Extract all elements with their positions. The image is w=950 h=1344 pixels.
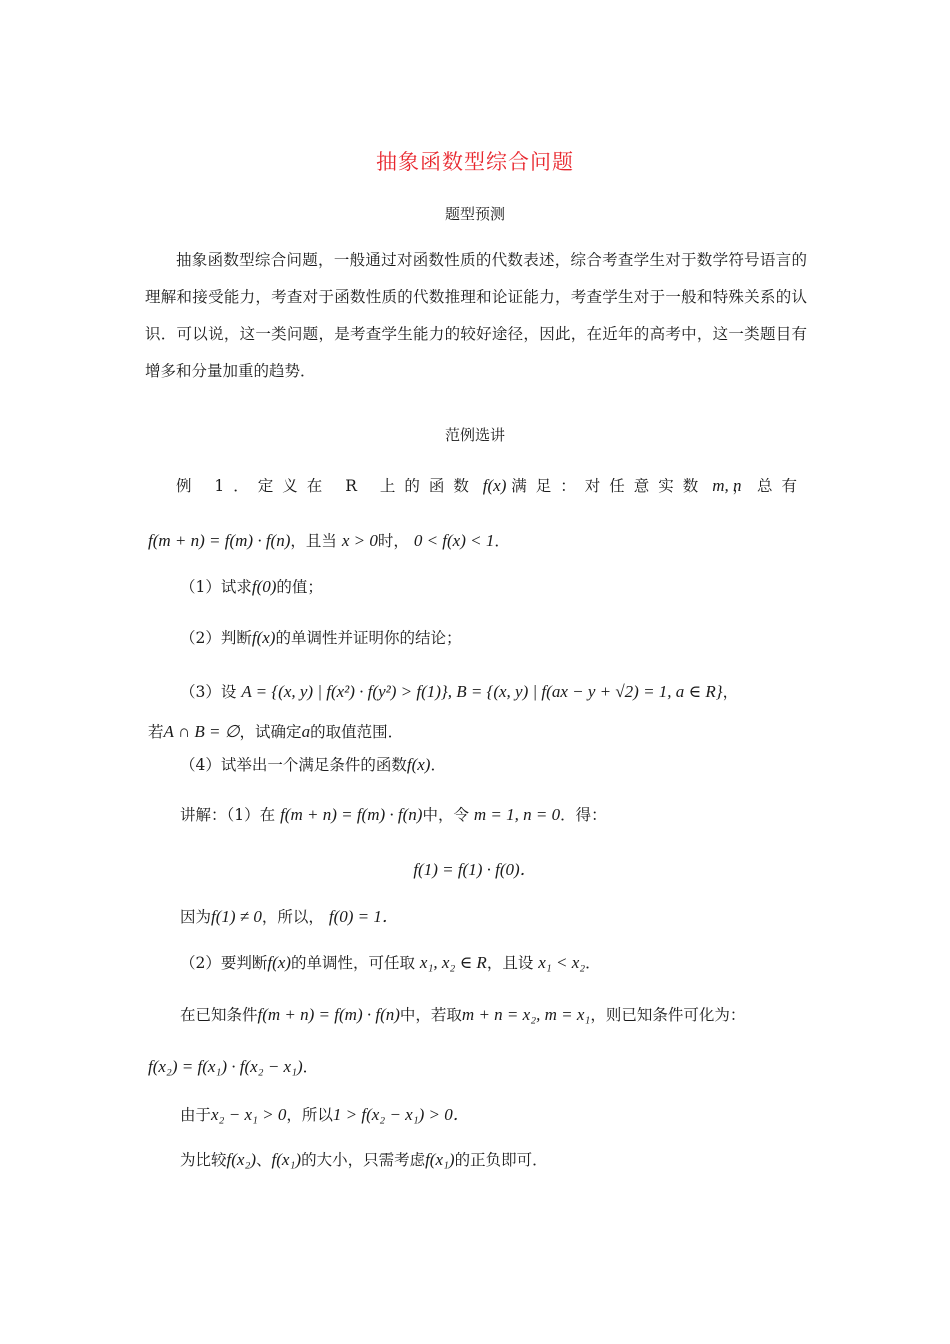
intro-paragraph: 抽象函数型综合问题，一般通过对函数性质的代数表述，综合考查学生对于数学符号语言的理解和接受能力，考查对于函数性质的代数推理和论证能力，考查学生对于一般和特殊关系的认识．可以说，这一类问题，是考查学生能力的较好途径，因此，在近年的高考中，这一类题目有增多和分量加重的趋势． xyxy=(145,251,807,380)
text: 讲解：（1）在 xyxy=(180,806,276,824)
solution-2-line3 xyxy=(180,1100,470,1125)
math: x₁, x₂ ∈ R xyxy=(419,953,487,972)
text: 满足：对任意实数 xyxy=(511,477,708,495)
text: （2）要判断 xyxy=(180,954,268,972)
text: 时， xyxy=(377,532,409,550)
math: m = 1, n = 0 xyxy=(473,805,561,824)
text: 中，令 xyxy=(422,806,469,824)
math: f(1) = f(1) · f(0)． xyxy=(413,860,537,879)
solution-1-line2 xyxy=(180,902,399,927)
text: （4）试举出一个满足条件的函数 xyxy=(180,756,407,774)
text: 例 1．定义在 R 上的函数 xyxy=(176,477,478,495)
math: f(x₂) = f(x₁) · f(x₂ − x₁) xyxy=(148,1057,303,1076)
text: 、 xyxy=(256,1151,272,1169)
section-heading-preview: 题型预测 xyxy=(444,205,505,223)
math: f(x) xyxy=(251,628,276,647)
text: ．得： xyxy=(560,806,607,824)
text: 的单调性，可任取 xyxy=(290,954,415,972)
math: f(x) xyxy=(482,476,507,495)
math: f(x₁) xyxy=(425,1150,455,1169)
math: f(m + n) = f(m) · f(n) xyxy=(280,805,423,824)
example-1-line1 xyxy=(176,474,806,496)
math: x₁ < x₂ xyxy=(538,953,586,972)
solution-1-line1 xyxy=(180,803,607,825)
text: 若 xyxy=(148,723,164,741)
math: , B = {(x, y) | f(ax − y + √2) = 1, a ∈ R} xyxy=(447,682,723,701)
math: f(x₁) xyxy=(271,1150,302,1169)
math: f(x) xyxy=(267,953,291,972)
text: ，且设 xyxy=(486,954,534,972)
solution-2-line2 xyxy=(180,1003,745,1025)
math: f(0) = 1． xyxy=(328,907,399,926)
math: f(1) ≠ 0 xyxy=(211,907,262,926)
text: 的值； xyxy=(276,578,323,596)
text: 在已知条件 xyxy=(180,1006,258,1024)
text: 的取值范围． xyxy=(310,723,404,741)
math: A ∩ B = ∅ xyxy=(163,722,240,741)
math: f(0) xyxy=(251,577,277,596)
text: 因为 xyxy=(180,908,212,926)
text: （2）判断 xyxy=(180,629,252,647)
section-heading-examples: 范例选讲 xyxy=(444,426,505,444)
math: x₂ − x₁ > 0 xyxy=(211,1105,287,1124)
solution-2-equation xyxy=(148,1055,318,1077)
example-1-line2 xyxy=(148,529,510,551)
text: ． xyxy=(494,532,510,550)
math: 0 < f(x) < 1 xyxy=(413,531,495,550)
text: 为比较 xyxy=(180,1151,227,1169)
text: ，则已知条件可化为： xyxy=(590,1006,746,1024)
math: A = {(x, y) | f(x²) · f(y²) > f(1)} xyxy=(241,682,448,701)
text: ，且当 xyxy=(290,532,337,550)
doc-title: 抽象函数型综合问题 xyxy=(376,150,574,174)
text: ． xyxy=(430,756,446,774)
math: f(m + n) = f(m) · f(n) xyxy=(148,531,291,550)
text: ， xyxy=(722,683,739,701)
question-2 xyxy=(180,626,461,648)
solution-1-equation xyxy=(0,855,950,880)
text: （3）设 xyxy=(180,683,237,701)
text: ，试确定 xyxy=(239,723,302,741)
question-3-line2 xyxy=(148,720,403,742)
solution-2-line4 xyxy=(180,1148,548,1170)
math: a xyxy=(301,722,311,741)
math: m, n xyxy=(712,476,742,495)
question-1 xyxy=(180,575,323,597)
question-3-line1 xyxy=(180,680,738,702)
text: ，所以 xyxy=(286,1106,333,1124)
question-4 xyxy=(180,753,446,775)
text: 由于 xyxy=(180,1106,212,1124)
math: x > 0 xyxy=(341,531,378,550)
text: ． xyxy=(585,954,601,972)
text: （1）试求 xyxy=(180,578,252,596)
math: 1 > f(x₂ − x₁) > 0． xyxy=(332,1105,470,1124)
math: f(x₂) xyxy=(226,1150,257,1169)
math: f(m + n) = f(m) · f(n) xyxy=(257,1005,400,1024)
text: 的单调性并证明你的结论； xyxy=(275,629,462,647)
text: ，所以， xyxy=(261,908,324,926)
text: 的大小，只需考虑 xyxy=(301,1151,426,1169)
text: 中，若取 xyxy=(399,1006,462,1024)
math: m + n = x₂, m = x₁ xyxy=(461,1005,591,1024)
text: ，总有 xyxy=(732,477,806,495)
solution-2-line1 xyxy=(180,951,601,973)
text: 的正负即可． xyxy=(454,1151,548,1169)
text: ． xyxy=(302,1058,319,1076)
math: f(x) xyxy=(406,755,431,774)
